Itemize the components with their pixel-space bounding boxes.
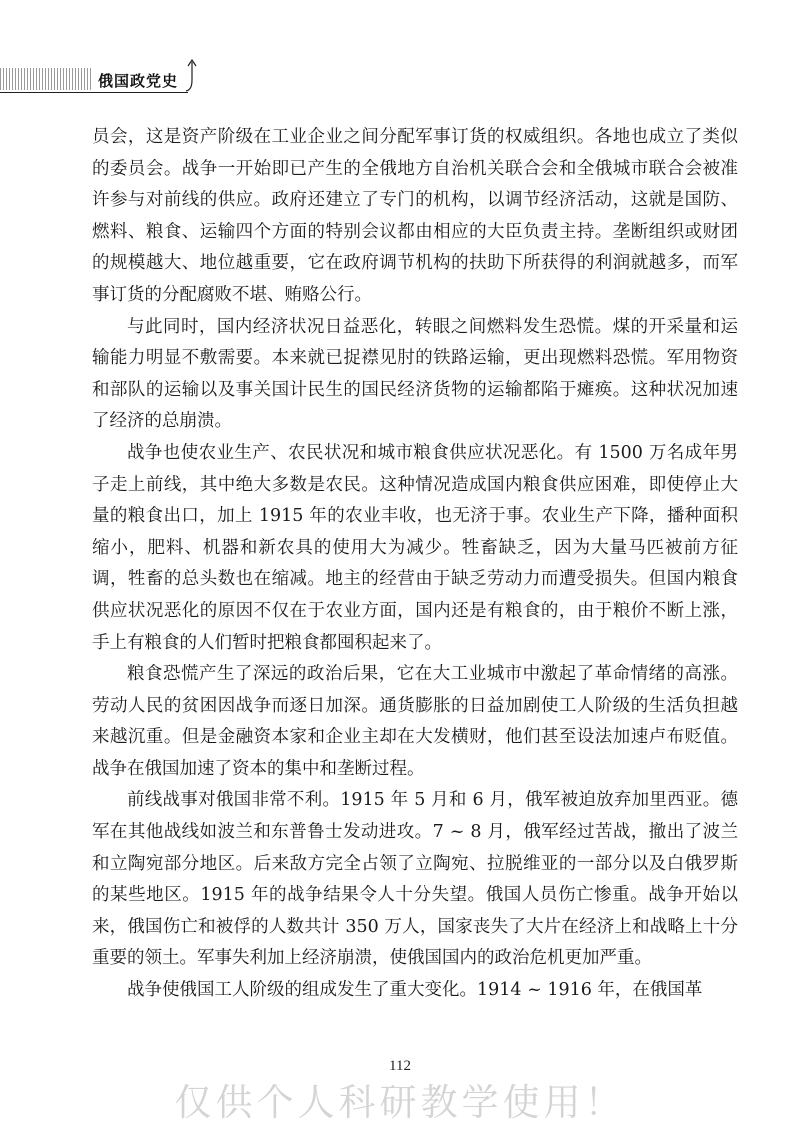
page-body <box>92 122 738 1007</box>
paragraph-1: 员会，这是资产阶级在工业企业之间分配军事订货的权威组织。各地也成立了类似的委员会。战争一开始即已产生的全俄地方自治机关联合会和全俄城市联合会被准许参与对前线的供应。政府还建立了专门的机构，以调节经济活动，这就是国防、燃料、粮食、运输四个方面的特别会议都由相应的大臣负责主持。垄断组织或财团的规模越大、地位越重要，它在政府调节机构的扶助下所获得的利润就越多，而军事订货的分配腐败不堪、贿赂公行。 <box>92 127 738 305</box>
paragraph-4: 粮食恐慌产生了深远的政治后果，它在大工业城市中激起了革命情绪的高涨。劳动人民的贫困因战争而逐日加深。通货膨胀的日益加剧使工人阶级的生活负担越来越沉重。但是金融资本家和企业主却在大发横财，他们甚至设法加速卢布贬值。战争在俄国加速了资本的集中和垄断过程。 <box>92 664 738 779</box>
watermark: 仅供个人科研教学使用！ <box>174 1081 626 1124</box>
paragraph-5: 前线战事对俄国非常不利。1915 年 5 月和 6 月，俄军被迫放弃加里西亚。德军在其他战线如波兰和东普鲁士发动进攻。7 ~ 8 月，俄军经过苦战，撤出了波兰和立陶宛部分地区。后来敌方完全占领了立陶宛、拉脱维亚的一部分以及白俄罗斯的某些地区。1915 年的战争结果令人十分失望。俄国人员伤亡惨重。战争开始以来，俄国伤亡和被俘的人数共计 350 万人，国家丧失了大片在经济上和战略上十分重要的领土。军事失利加上经济崩溃，使俄国国内的政治危机更加严重。 <box>92 790 738 969</box>
paragraph-2: 与此同时，国内经济状况日益恶化，转眼之间燃料发生恐慌。煤的开采量和运输能力明显不敷需要。本来就已捉襟见肘的铁路运输，更出现燃料恐慌。军用物资和部队的运输以及事关国计民生的国民经济货物的运输都陷于瘫痪。这种状况加速了经济的总崩溃。 <box>92 316 738 432</box>
header-title: 俄国政党史 <box>98 72 179 90</box>
paragraph-3: 战争也使农业生产、农民状况和城市粮食供应状况恶化。有 1500 万名成年男子走上前线，其中绝大多数是农民。这种情况造成国内粮食供应困难，即使停止大量的粮食出口，加上 1915 年的农业丰收，也无济于事。农业生产下降，播种面积缩小，肥料、机器和新农具的使用大为减少。牲畜缺乏，因为大量马匹被前方征调，牲畜的总头数也在缩减。地主的经营由于缺乏劳动力而遭受损失。但国内粮食供应状况恶化的原因不仅在于农业方面，国内还是有粮食的，由于粮价不断上涨，手上有粮食的人们暂时把粮食都囤积起来了。 <box>92 442 738 653</box>
up-arrow-icon <box>184 58 200 94</box>
page-number: 112 <box>389 1058 411 1074</box>
paragraph-6: 战争使俄国工人阶级的组成发生了重大变化。1914 ~ 1916 年，在俄国革 <box>127 980 703 1001</box>
header-rule <box>0 92 188 93</box>
running-header <box>0 60 800 100</box>
header-hatch-decoration <box>0 68 92 90</box>
